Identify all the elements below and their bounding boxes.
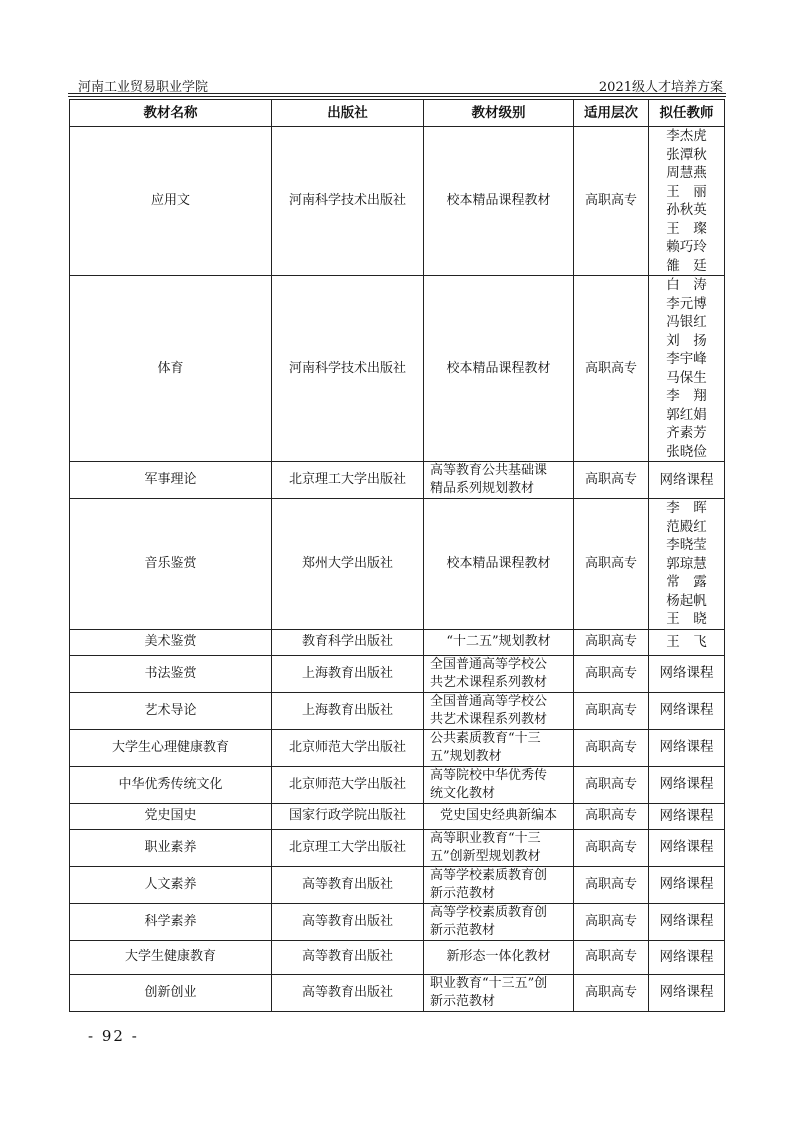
- level-cell: [424, 629, 574, 655]
- page-number: - 92 -: [88, 1027, 139, 1045]
- table-body: [70, 127, 725, 1012]
- table-row: [70, 940, 725, 974]
- publisher-cell: 高等教育出版社: [272, 866, 424, 903]
- table-row: [70, 829, 725, 866]
- teacher-name: 齐素芳: [666, 425, 707, 441]
- level-cell: [424, 729, 574, 766]
- tier-cell: 高职高专: [574, 729, 649, 766]
- level-text-line: 高等教育公共基础课: [430, 463, 548, 478]
- col-header-name: 教材名称: [70, 100, 272, 127]
- tier-cell: 高职高专: [574, 127, 649, 276]
- table-row: [70, 766, 725, 803]
- level-text-line: 全国普通高等学校公: [430, 693, 548, 709]
- teacher-name: 李晓莹: [666, 537, 707, 553]
- tier-cell: 高职高专: [574, 766, 649, 803]
- teacher-cell: [649, 692, 725, 729]
- textbook-name-cell: 美术鉴赏: [70, 629, 272, 655]
- table-row: [70, 803, 725, 829]
- table-header-row: [70, 100, 725, 127]
- teacher-name: 冯银红: [666, 314, 707, 330]
- table-row: [70, 692, 725, 729]
- teacher-name: 王 飞: [666, 633, 707, 650]
- teacher-name: 网络课程: [659, 839, 714, 856]
- teacher-cell: [649, 940, 725, 974]
- level-text-line: 校本精品课程教材: [446, 193, 551, 208]
- level-text-line: 党史国史经典新编本: [439, 808, 557, 823]
- textbook-name-cell: 音乐鉴赏: [70, 499, 272, 630]
- teacher-cell: [649, 974, 725, 1011]
- publisher-cell: 北京理工大学出版社: [272, 829, 424, 866]
- level-cell: [424, 866, 574, 903]
- teacher-cell: [649, 276, 725, 462]
- teacher-name: 郭琼慧: [666, 555, 707, 572]
- teacher-name: 范殿红: [666, 518, 707, 535]
- level-text-line: 新示范教材: [430, 885, 496, 901]
- level-text-line: 全国普通高等学校公: [430, 656, 548, 672]
- textbook-name-cell: 人文素养: [70, 866, 272, 903]
- teacher-name: 网络课程: [659, 913, 714, 930]
- header-plan-title: 2021级人才培养方案: [598, 80, 723, 95]
- teacher-cell: [649, 127, 725, 276]
- level-cell: [424, 940, 574, 974]
- level-cell: [424, 974, 574, 1011]
- teacher-name: 王 晓: [666, 611, 707, 627]
- level-text-line: 职业教育“十三五”创: [430, 975, 548, 991]
- publisher-cell: 高等教育出版社: [272, 903, 424, 940]
- level-text-line: 高等学校素质教育创: [430, 867, 548, 883]
- level-cell: [424, 655, 574, 692]
- teacher-cell: [649, 803, 725, 829]
- col-header-teacher: 拟任教师: [649, 100, 725, 127]
- teacher-cell: [649, 766, 725, 803]
- table-row: [70, 276, 725, 462]
- level-text-line: 五”创新型规划教材: [430, 848, 541, 864]
- level-cell: [424, 276, 574, 462]
- tier-cell: 高职高专: [574, 692, 649, 729]
- teacher-name: 王 璨: [666, 220, 707, 237]
- table-row: [70, 729, 725, 766]
- tier-cell: 高职高专: [574, 829, 649, 866]
- teacher-name: 白 涛: [666, 277, 707, 293]
- tier-cell: 高职高专: [574, 866, 649, 903]
- teacher-name: 郭红娟: [666, 406, 707, 423]
- table-row: [70, 655, 725, 692]
- teacher-name: 网络课程: [659, 807, 714, 824]
- textbook-table: [69, 99, 725, 1012]
- teacher-name: 王 丽: [666, 183, 707, 200]
- level-text-line: “十二五”规划教材: [446, 634, 551, 649]
- publisher-cell: 河南科学技术出版社: [272, 276, 424, 462]
- teacher-name: 网络课程: [659, 776, 714, 793]
- level-cell: [424, 499, 574, 630]
- textbook-name-cell: 应用文: [70, 127, 272, 276]
- teacher-name: 李 晖: [666, 500, 707, 516]
- level-text-line: 公共素质教育“十三: [430, 730, 541, 746]
- teacher-cell: [649, 629, 725, 655]
- level-text-line: 校本精品课程教材: [446, 360, 551, 376]
- textbook-name-cell: 大学生心理健康教育: [70, 729, 272, 766]
- table-row: [70, 127, 725, 276]
- teacher-cell: [649, 655, 725, 692]
- textbook-name-cell: 中华优秀传统文化: [70, 766, 272, 803]
- tier-cell: 高职高专: [574, 974, 649, 1011]
- level-text-line: 统文化教材: [430, 785, 496, 801]
- col-header-tier: 适用层次: [574, 100, 649, 127]
- textbook-name-cell: 书法鉴赏: [70, 655, 272, 692]
- teacher-name: 网络课程: [659, 702, 714, 719]
- table-row: [70, 974, 725, 1011]
- teacher-name: 马保生: [666, 369, 707, 386]
- textbook-name-cell: 党史国史: [70, 803, 272, 829]
- level-text-line: 五”规划教材: [430, 748, 502, 764]
- col-header-publisher: 出版社: [272, 100, 424, 127]
- textbook-name-cell: 科学素养: [70, 903, 272, 940]
- tier-cell: 高职高专: [574, 276, 649, 462]
- level-cell: [424, 903, 574, 940]
- teacher-cell: [649, 866, 725, 903]
- publisher-cell: 北京理工大学出版社: [272, 462, 424, 499]
- publisher-cell: 北京师范大学出版社: [272, 766, 424, 803]
- teacher-name: 周慧燕: [666, 165, 707, 181]
- textbook-name-cell: 艺术导论: [70, 692, 272, 729]
- level-cell: [424, 127, 574, 276]
- textbook-name-cell: 军事理论: [70, 462, 272, 499]
- teacher-name: 李宇峰: [666, 351, 707, 367]
- teacher-name: 常 露: [666, 574, 707, 590]
- header-rule: [68, 93, 726, 94]
- textbook-name-cell: 职业素养: [70, 829, 272, 866]
- level-text-line: 共艺术课程系列教材: [430, 674, 548, 690]
- level-cell: [424, 829, 574, 866]
- table-row: [70, 629, 725, 655]
- teacher-cell: [649, 829, 725, 866]
- header-rule-thin: [68, 96, 726, 97]
- tier-cell: 高职高专: [574, 629, 649, 655]
- level-cell: [424, 766, 574, 803]
- teacher-name: 张晓俭: [666, 443, 707, 460]
- teacher-name: 网络课程: [659, 948, 714, 965]
- teacher-name: 网络课程: [659, 876, 714, 893]
- level-text-line: 共艺术课程系列教材: [430, 711, 548, 727]
- teacher-name: 孙秋英: [666, 202, 707, 218]
- tier-cell: 高职高专: [574, 903, 649, 940]
- textbook-name-cell: 大学生健康教育: [70, 940, 272, 974]
- publisher-cell: 国家行政学院出版社: [272, 803, 424, 829]
- textbook-name-cell: 体育: [70, 276, 272, 462]
- teacher-name: 网络课程: [659, 471, 714, 488]
- level-text-line: 高等院校中华优秀传: [430, 767, 548, 783]
- teacher-name: 张潭秋: [666, 146, 707, 163]
- teacher-cell: [649, 499, 725, 630]
- teacher-name: 雒 廷: [666, 257, 707, 274]
- publisher-cell: 高等教育出版社: [272, 940, 424, 974]
- publisher-cell: 上海教育出版社: [272, 692, 424, 729]
- tier-cell: 高职高专: [574, 655, 649, 692]
- publisher-cell: 河南科学技术出版社: [272, 127, 424, 276]
- teacher-name: 刘 扬: [666, 332, 707, 349]
- tier-cell: 高职高专: [574, 940, 649, 974]
- teacher-name: 李元博: [666, 295, 707, 312]
- table-row: [70, 866, 725, 903]
- level-text-line: 新形态一体化教材: [446, 949, 551, 964]
- publisher-cell: 北京师范大学出版社: [272, 729, 424, 766]
- level-cell: [424, 462, 574, 499]
- tier-cell: 高职高专: [574, 803, 649, 829]
- level-text-line: 高等职业教育“十三: [430, 830, 541, 846]
- teacher-name: 网络课程: [659, 984, 714, 1001]
- teacher-name: 网络课程: [659, 665, 714, 682]
- table-row: [70, 462, 725, 499]
- publisher-cell: 高等教育出版社: [272, 974, 424, 1011]
- level-text-line: 高等学校素质教育创: [430, 904, 548, 920]
- publisher-cell: 上海教育出版社: [272, 655, 424, 692]
- teacher-cell: [649, 903, 725, 940]
- level-cell: [424, 692, 574, 729]
- level-text-line: 精品系列规划教材: [430, 481, 535, 496]
- level-text-line: 新示范教材: [430, 993, 496, 1009]
- tier-cell: 高职高专: [574, 462, 649, 499]
- teacher-cell: [649, 729, 725, 766]
- textbook-name-cell: 创新创业: [70, 974, 272, 1011]
- teacher-name: 赖巧玲: [666, 239, 707, 255]
- table-row: [70, 499, 725, 630]
- tier-cell: 高职高专: [574, 499, 649, 630]
- level-cell: [424, 803, 574, 829]
- publisher-cell: 郑州大学出版社: [272, 499, 424, 630]
- teacher-name: 李杰虎: [666, 128, 707, 144]
- publisher-cell: 教育科学出版社: [272, 629, 424, 655]
- header-school-name: 河南工业贸易职业学院: [78, 80, 209, 95]
- teacher-name: 李 翔: [666, 388, 707, 404]
- teacher-name: 杨起帆: [666, 592, 707, 609]
- level-text-line: 校本精品课程教材: [446, 555, 551, 571]
- teacher-cell: [649, 462, 725, 499]
- table-row: [70, 903, 725, 940]
- teacher-name: 网络课程: [659, 739, 714, 756]
- level-text-line: 新示范教材: [430, 922, 496, 938]
- col-header-level: 教材级别: [424, 100, 574, 127]
